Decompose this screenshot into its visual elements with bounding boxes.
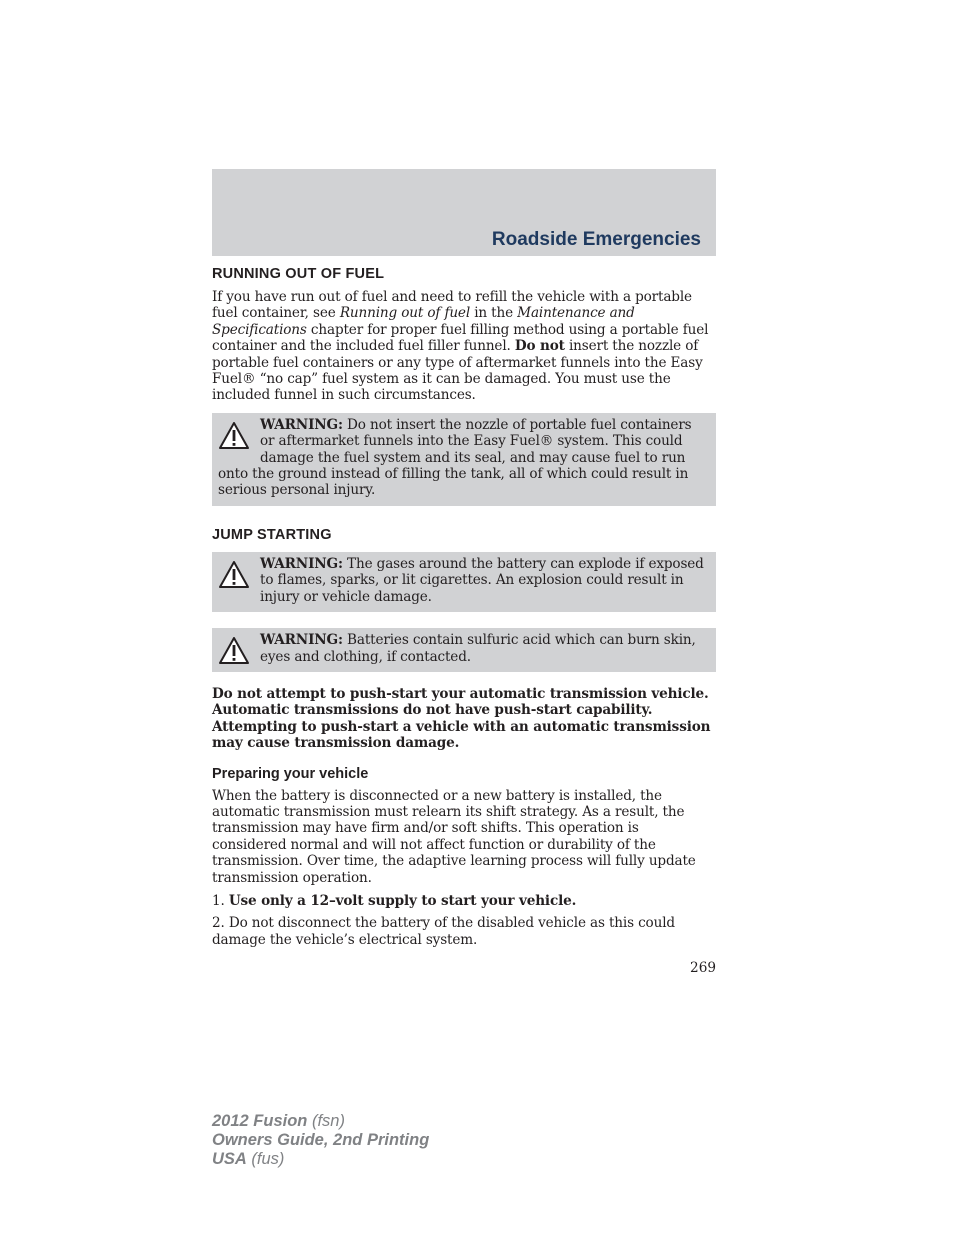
fuel-xref-chapter: Maintenance and Specifications <box>212 305 635 338</box>
heading-preparing-vehicle: Preparing your vehicle <box>212 765 369 782</box>
warning-triangle-icon <box>218 560 250 590</box>
page-number: 269 <box>690 960 716 976</box>
footer-guide-printing: Owners Guide, 2nd Printing <box>212 1131 430 1149</box>
section-header-band <box>212 169 716 256</box>
warning-text: Batteries contain sulfuric acid which can burn skin, eyes and clothing, if contacted. <box>260 632 696 665</box>
push-start-notice <box>212 686 716 752</box>
step-2: 2. Do not disconnect the battery of the disabled vehicle as this could damage the vehicle’s electrical system. <box>212 915 675 948</box>
fuel-text-b: in the <box>470 305 518 322</box>
fuel-text-c: chapter for proper fuel filling method using a portable fuel container and the included fuel filler funnel. <box>212 321 709 355</box>
warning-text: The gases around the battery can explode if exposed to flames, sparks, or lit cigarettes. An explosion could result in injury or vehicle damage. <box>260 555 704 605</box>
footer-edition-info <box>212 1112 429 1169</box>
step-1-number: 1. <box>212 892 229 909</box>
fuel-text-d: insert the nozzle of portable fuel containers or any type of aftermarket funnels into the Easy Fuel® “no cap” fuel system as it can be damaged. You must use the included funnel in such circumstances. <box>212 338 703 404</box>
footer-line-1 <box>212 1112 429 1131</box>
section-title: Roadside Emergencies <box>491 229 701 250</box>
warning-box-battery-gases <box>212 552 716 612</box>
fuel-do-not: Do not <box>514 338 565 355</box>
page-content <box>212 266 716 948</box>
fuel-paragraph <box>212 289 716 404</box>
footer-model-code: (fsn) <box>307 1112 345 1130</box>
heading-running-out-of-fuel: RUNNING OUT OF FUEL <box>212 266 385 282</box>
footer-model: 2012 Fusion <box>212 1112 308 1130</box>
warning-triangle-icon <box>218 421 250 451</box>
footer-market: USA <box>212 1150 247 1168</box>
step-1-text: Use only a 12–volt supply to start your vehicle. <box>228 892 577 909</box>
warning-label: WARNING: <box>260 555 343 572</box>
warning-triangle-icon <box>218 636 250 666</box>
warning-text: Do not insert the nozzle of portable fuel containers or aftermarket funnels into the Easy Fuel® system. This could damage the fuel system and its seal, and may cause fuel to run onto the ground instead of filling the tank, all of which could result in serious personal injury. <box>218 416 692 499</box>
warning-box-fuel <box>212 413 716 506</box>
heading-jump-starting: JUMP STARTING <box>212 526 332 543</box>
footer-line-2 <box>212 1131 429 1150</box>
fuel-xref-running-out: Running out of fuel <box>339 305 471 322</box>
preparing-paragraph: When the battery is disconnected or a new battery is installed, the automatic transmission must relearn its shift strategy. As a result, the transmission may have firm and/or soft shifts. This operation is considered normal and will not affect function or durability of the transmission. Over time, the adaptive learning process will fully update transmission operation. <box>212 787 696 886</box>
warning-label: WARNING: <box>260 416 343 433</box>
warning-box-sulfuric-acid <box>212 628 716 672</box>
footer-market-code: (fus) <box>246 1150 285 1168</box>
footer-line-3 <box>212 1150 429 1169</box>
step-1 <box>212 893 716 909</box>
fuel-text-a: If you have run out of fuel and need to refill the vehicle with a portable fuel container, see <box>212 289 692 322</box>
push-start-notice-text: Do not attempt to push-start your automatic transmission vehicle. Automatic transmissions do not have push-start capability. Attempting to push-start a vehicle with an automatic transmission may cause transmission damage. <box>212 685 711 752</box>
warning-label: WARNING: <box>260 632 343 649</box>
